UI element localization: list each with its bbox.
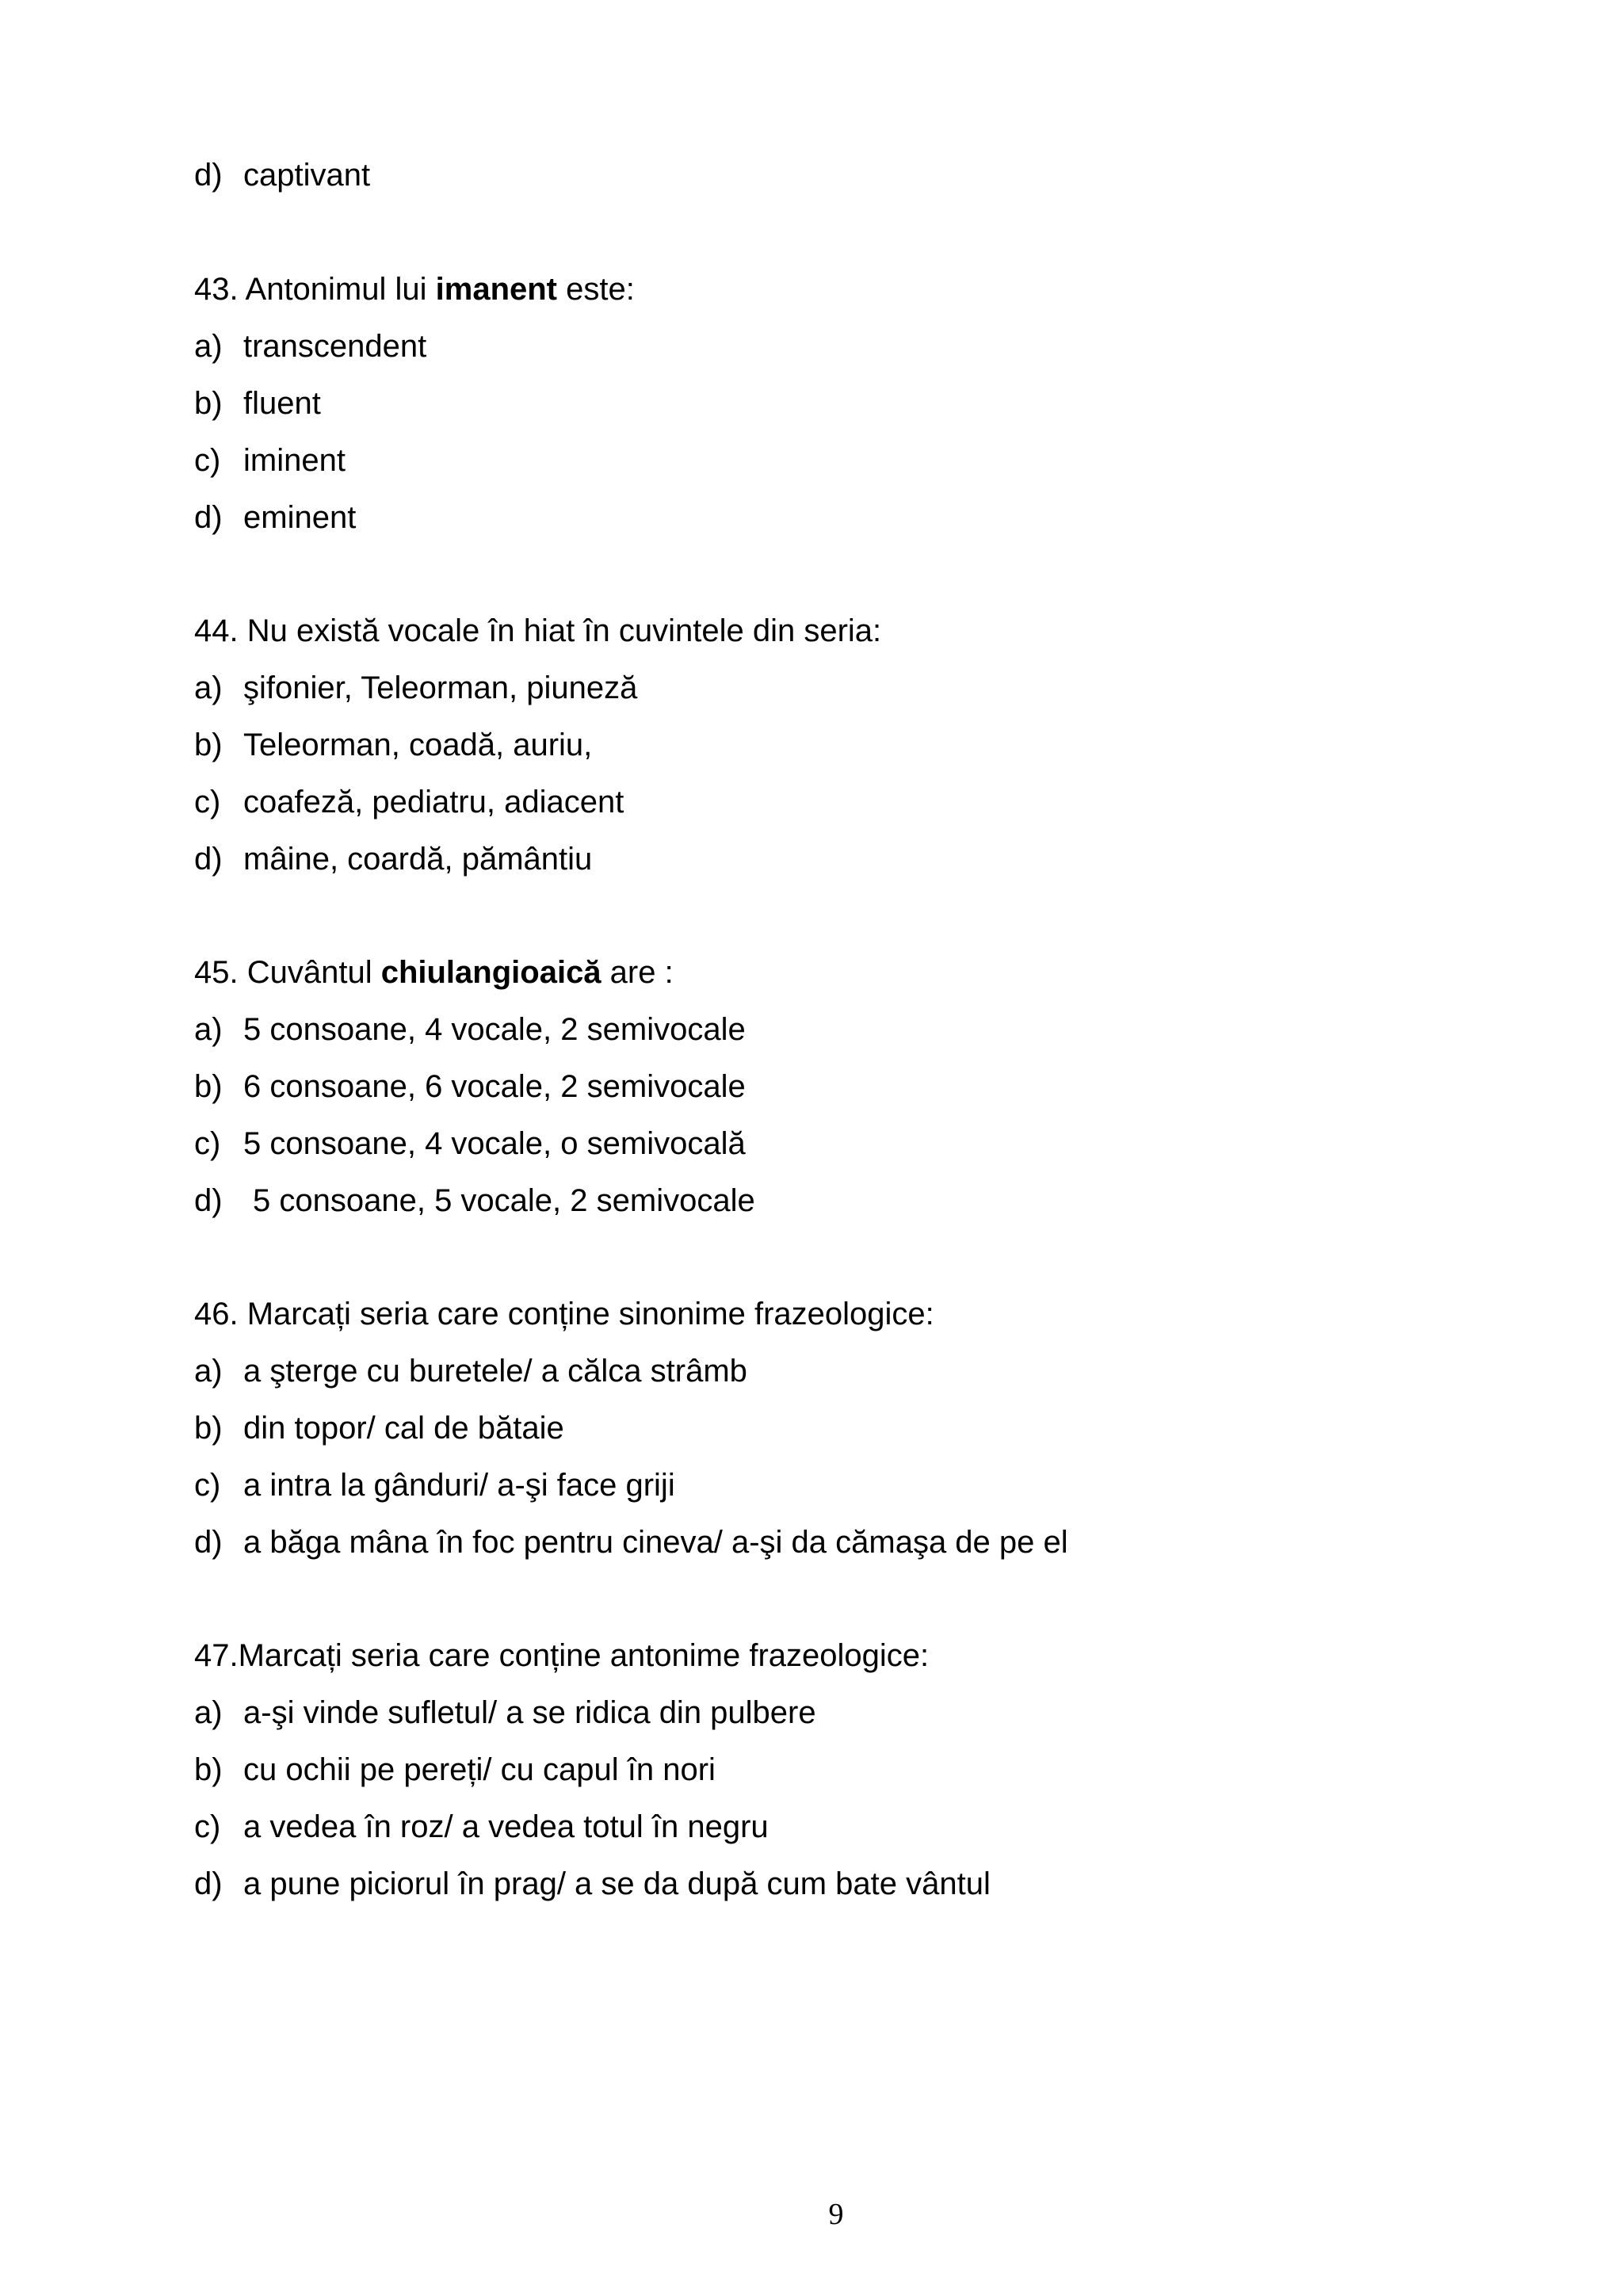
option-text: eminent [243,500,357,535]
option-47-d [194,1862,991,1906]
option-47-a [194,1690,816,1735]
question-45-stem [194,950,674,995]
option-text: a-şi vinde sufletul/ a se ridica din pulbere [243,1695,816,1730]
option-label: d) [194,1866,223,1901]
question-text: 46. Marcați seria care conține sinonime frazeologice: [194,1297,934,1331]
option-text: cu ochii pe pereți/ cu capul în nori [243,1752,716,1787]
question-text: 47.Marcați seria care conține antonime frazeologice: [194,1638,930,1673]
question-keyword: chiulangioaică [380,955,601,990]
option-label: c) [194,1809,221,1844]
page-number: 9 [828,2198,844,2231]
option-label: b) [194,1069,223,1104]
question-keyword: imanent [435,272,557,307]
option-label: d) [194,500,223,535]
option-label: a) [194,670,223,705]
option-label: d) [194,1525,223,1560]
option-43-c [194,438,346,483]
option-label: d) [194,158,223,193]
option-46-d [194,1520,1068,1564]
option-46-b [194,1406,564,1450]
option-text: mâine, coardă, pământiu [243,842,593,877]
option-46-c [194,1463,675,1507]
option-text: şifonier, Teleorman, piuneză [243,670,638,705]
option-text: iminent [243,443,346,478]
question-text: 43. Antonimul lui [194,272,436,307]
option-text: 5 consoane, 4 vocale, o semivocală [243,1126,746,1161]
option-label: b) [194,1411,223,1446]
option-label: c) [194,443,221,478]
option-46-a [194,1349,747,1393]
option-text: a şterge cu buretele/ a călca strâmb [243,1354,747,1389]
question-46-stem [194,1292,934,1336]
question-44-stem [194,609,881,653]
option-text: a băga mâna în foc pentru cineva/ a-şi da cămaşa de pe el [243,1525,1068,1560]
option-47-b [194,1748,716,1792]
option-text: 6 consoane, 6 vocale, 2 semivocale [243,1069,746,1104]
option-label: a) [194,329,223,364]
option-text: a vedea în roz/ a vedea totul în negru [243,1809,769,1844]
option-44-b [194,723,592,767]
option-text: fluent [243,386,321,421]
option-label: c) [194,785,221,819]
option-47-c [194,1805,769,1849]
option-label: a) [194,1354,223,1389]
option-45-a [194,1007,746,1052]
option-text: transcendent [243,329,427,364]
option-45-c [194,1121,746,1166]
option-44-a [194,666,637,710]
option-text: din topor/ cal de bătaie [243,1411,564,1446]
option-label: b) [194,1752,223,1787]
option-43-b [194,381,321,426]
option-text: a intra la gânduri/ a-şi face griji [243,1468,675,1503]
option-43-a [194,324,426,369]
option-label: d) [194,1183,223,1218]
question-text: 45. Cuvântul [194,955,381,990]
question-47-stem [194,1633,929,1678]
option-label: d) [194,842,223,877]
option-text: 5 consoane, 4 vocale, 2 semivocale [243,1012,746,1047]
option-label: c) [194,1468,221,1503]
option-text: captivant [243,158,371,193]
option-44-c [194,780,624,824]
option-44-d [194,837,592,881]
option-43-d [194,495,356,540]
option-42-d [194,153,370,197]
option-text: coafeză, pediatru, adiacent [243,785,624,819]
option-label: c) [194,1126,221,1161]
option-label: b) [194,386,223,421]
option-45-d [194,1179,755,1223]
question-text-end: are : [601,955,674,990]
option-text: a pune piciorul în prag/ a se da după cum bate vântul [243,1866,991,1901]
option-label: a) [194,1012,223,1047]
option-label: a) [194,1695,223,1730]
question-text-end: este: [557,272,635,307]
option-text: 5 consoane, 5 vocale, 2 semivocale [253,1183,755,1218]
question-text: 44. Nu există vocale în hiat în cuvintele din seria: [194,613,882,648]
option-label: b) [194,728,223,762]
question-43-stem [194,267,635,311]
option-text: Teleorman, coadă, auriu, [243,728,593,762]
option-45-b [194,1064,746,1109]
